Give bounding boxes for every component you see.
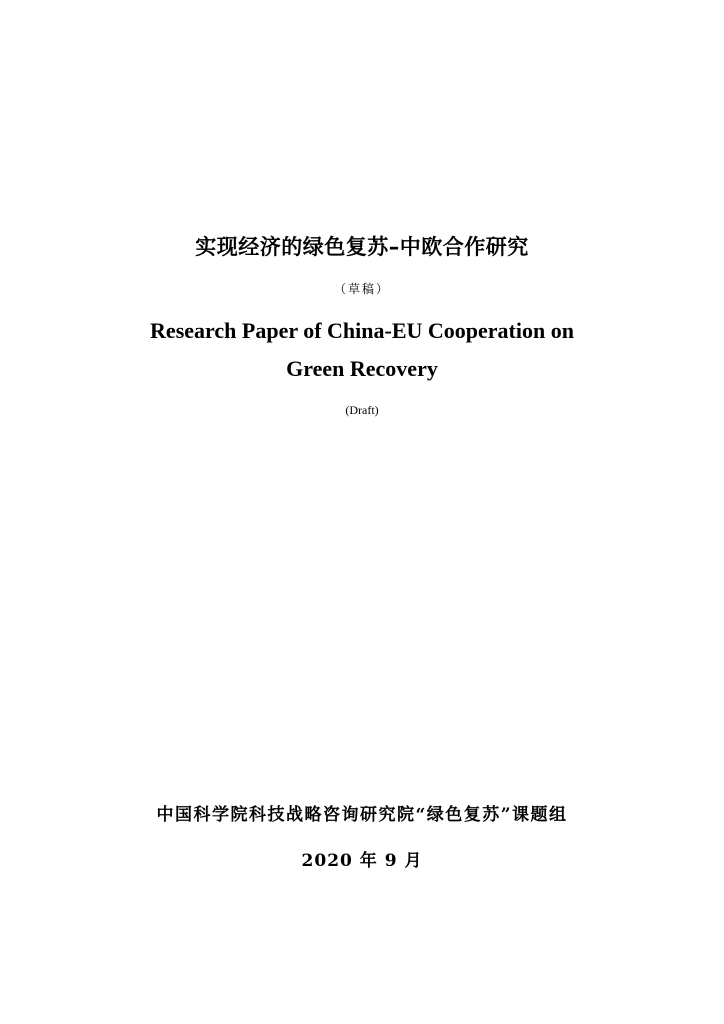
english-title-line-1: Research Paper of China-EU Cooperation on bbox=[150, 318, 574, 343]
english-draft-label: (Draft) bbox=[345, 403, 379, 417]
publication-date: 2020 年 9 月 bbox=[301, 851, 423, 871]
english-title-line-2: Green Recovery bbox=[286, 356, 438, 381]
chinese-title: 实现经济的绿色复苏–中欧合作研究 bbox=[195, 235, 529, 259]
chinese-draft-label: （草稿） bbox=[333, 282, 390, 296]
author-organization: 中国科学院科技战略咨询研究院“绿色复苏”课题组 bbox=[156, 805, 568, 825]
